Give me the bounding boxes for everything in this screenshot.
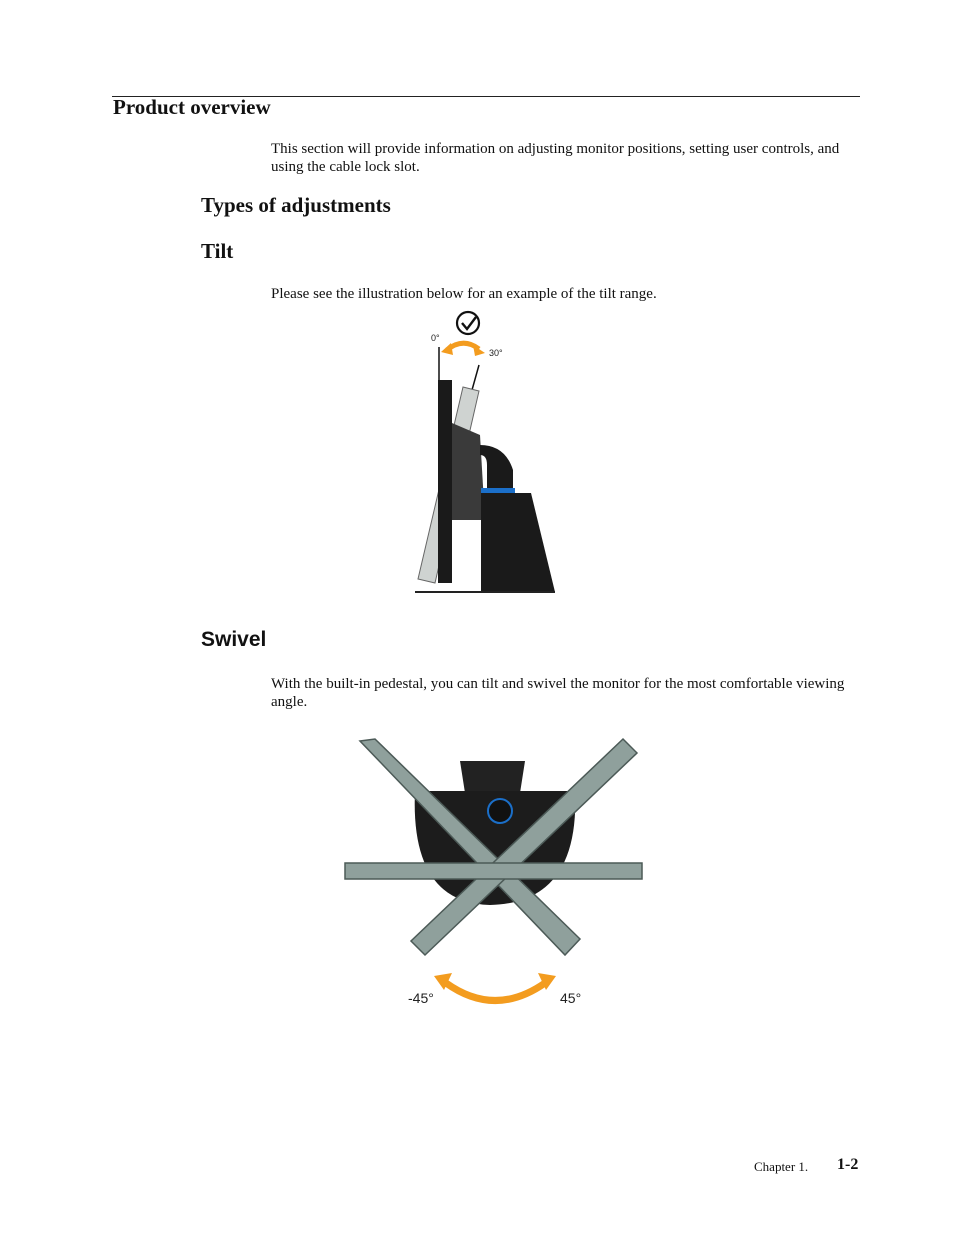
stand-arm: [480, 445, 513, 490]
tilt-description: Please see the illustration below for an example of the tilt range.: [271, 286, 657, 302]
tilt-title: Tilt: [201, 239, 234, 263]
upright-monitor-panel: [438, 380, 452, 583]
adjustments-title: Types of adjustments: [201, 193, 391, 217]
tilt-angle-start: 0°: [431, 333, 440, 343]
tilt-angle-end: 30°: [489, 348, 503, 358]
section-title: Product overview: [113, 95, 271, 119]
swivel-description: With the built-in pedestal, you can tilt and swivel the monitor for the most comfortable viewing angle.: [271, 676, 845, 710]
swivel-center-panel: [345, 863, 642, 879]
tilt-arrow-icon: [441, 343, 485, 356]
footer-chapter: Chapter 1.: [754, 1159, 809, 1174]
section-intro: This section will provide information on adjusting monitor positions, setting user controls, and using the cable lock slot.: [271, 141, 840, 175]
swivel-illustration: [340, 733, 650, 1013]
tilt-illustration: [395, 305, 575, 600]
stand-blue-ring: [481, 488, 515, 493]
check-circle-icon: [457, 312, 479, 334]
swivel-title: Swivel: [201, 628, 267, 651]
footer-page-number: 1-2: [837, 1156, 859, 1173]
swivel-angle-left: -45°: [408, 990, 434, 1006]
swivel-arrow-icon: [434, 973, 556, 1001]
stand-base: [481, 493, 555, 592]
swivel-angle-right: 45°: [560, 990, 582, 1006]
